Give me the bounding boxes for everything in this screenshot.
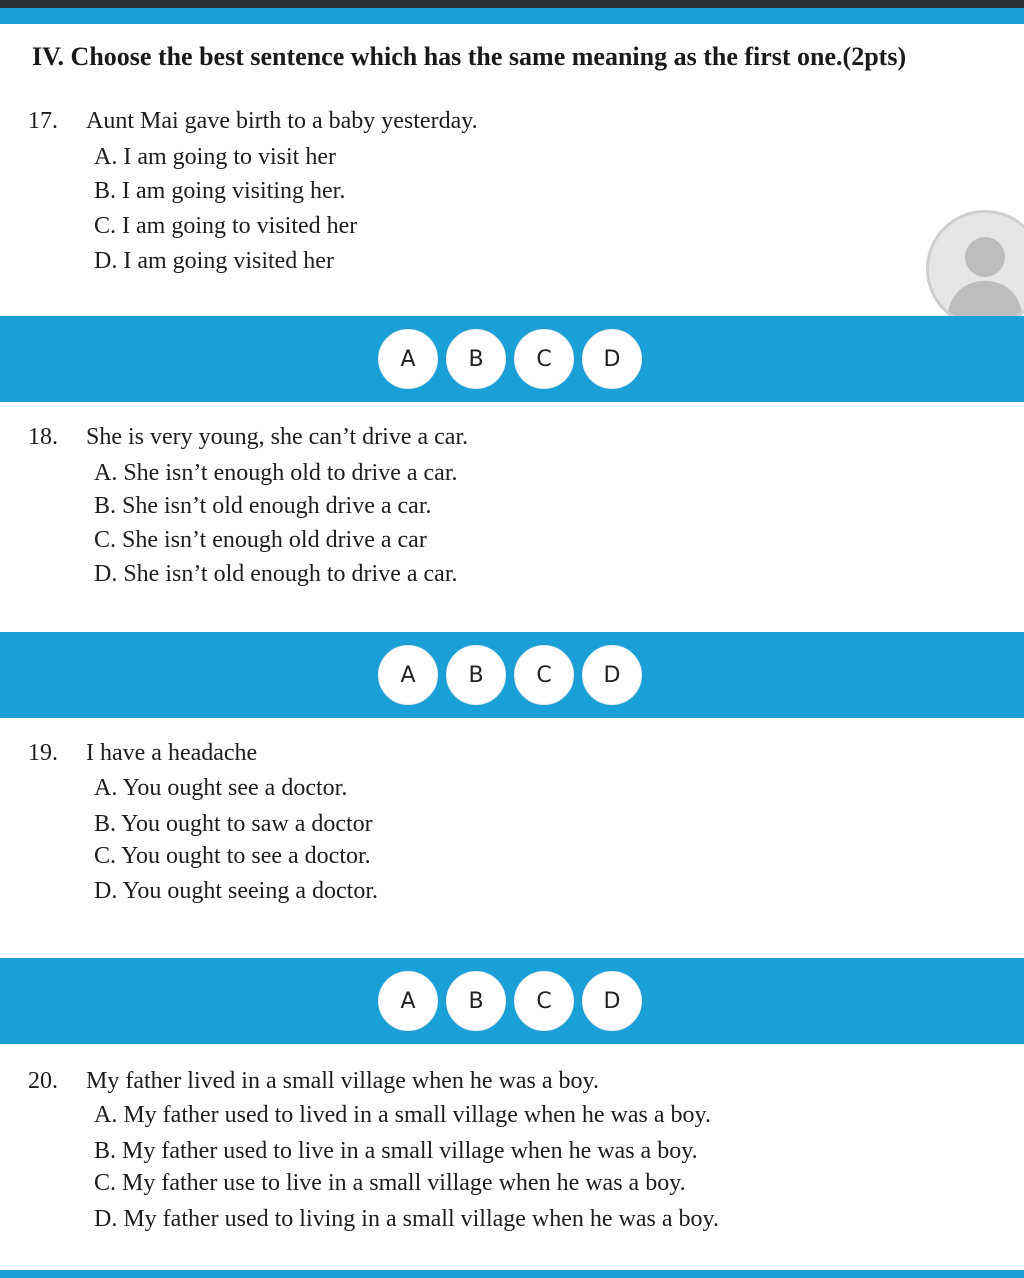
question-text: She is very young, she can’t drive a car.	[86, 424, 469, 450]
option-d: D. She isn’t old enough to drive a car.	[94, 561, 458, 587]
answer-d-button[interactable]: D	[582, 329, 642, 389]
option-c: C. You ought to see a doctor.	[94, 843, 371, 869]
answer-bar-17	[0, 316, 1024, 402]
option-c: C. I am going to visited her	[94, 213, 358, 239]
question-number: 20.	[28, 1068, 58, 1094]
question-text: I have a headache	[86, 740, 258, 766]
option-b: B. I am going visiting her.	[94, 178, 346, 204]
answer-c-button[interactable]: C	[514, 645, 574, 705]
question-text: My father lived in a small village when he was a boy.	[86, 1068, 599, 1094]
option-a: A. I am going to visit her	[94, 144, 336, 170]
user-avatar-icon[interactable]	[926, 210, 1024, 328]
answer-b-button[interactable]: B	[446, 329, 506, 389]
avatar-silhouette-icon	[929, 213, 1024, 325]
option-a: A. My father used to lived in a small village when he was a boy.	[94, 1102, 711, 1128]
top-accent-strip	[0, 8, 1024, 24]
answer-c-button[interactable]: C	[514, 971, 574, 1031]
option-d: D. You ought seeing a doctor.	[94, 878, 378, 904]
answer-a-button[interactable]: A	[378, 329, 438, 389]
answer-a-button[interactable]: A	[378, 645, 438, 705]
answer-b-button[interactable]: B	[446, 971, 506, 1031]
option-a: A. She isn’t enough old to drive a car.	[94, 460, 458, 486]
option-b: B. You ought to saw a doctor	[94, 811, 373, 837]
question-stem	[28, 740, 257, 767]
option-a: A. You ought see a doctor.	[94, 775, 348, 801]
question-stem	[28, 1068, 599, 1095]
option-d: D. My father used to living in a small village when he was a boy.	[94, 1206, 719, 1232]
answer-choices	[378, 971, 640, 1031]
answer-d-button[interactable]: D	[582, 645, 642, 705]
answer-bar-19	[0, 958, 1024, 1044]
top-dark-bar	[0, 0, 1024, 8]
option-d: D. I am going visited her	[94, 248, 334, 274]
question-text: Aunt Mai gave birth to a baby yesterday.	[86, 108, 478, 134]
option-c: C. She isn’t enough old drive a car	[94, 527, 427, 553]
answer-c-button[interactable]: C	[514, 329, 574, 389]
option-c: C. My father use to live in a small village when he was a boy.	[94, 1170, 686, 1196]
answer-choices	[378, 645, 640, 705]
question-number: 17.	[28, 108, 58, 134]
question-stem	[28, 108, 478, 135]
answer-d-button[interactable]: D	[582, 971, 642, 1031]
answer-bar-18	[0, 632, 1024, 718]
answer-choices	[378, 329, 640, 389]
answer-a-button[interactable]: A	[378, 971, 438, 1031]
question-number: 18.	[28, 424, 58, 450]
question-number: 19.	[28, 740, 58, 766]
answer-b-button[interactable]: B	[446, 645, 506, 705]
bottom-accent-line	[0, 1270, 1024, 1278]
option-b: B. My father used to live in a small village when he was a boy.	[94, 1138, 698, 1164]
section-heading: IV. Choose the best sentence which has the same meaning as the first one.(2pts)	[32, 42, 907, 71]
option-b: B. She isn’t old enough drive a car.	[94, 493, 432, 519]
question-stem	[28, 424, 468, 451]
